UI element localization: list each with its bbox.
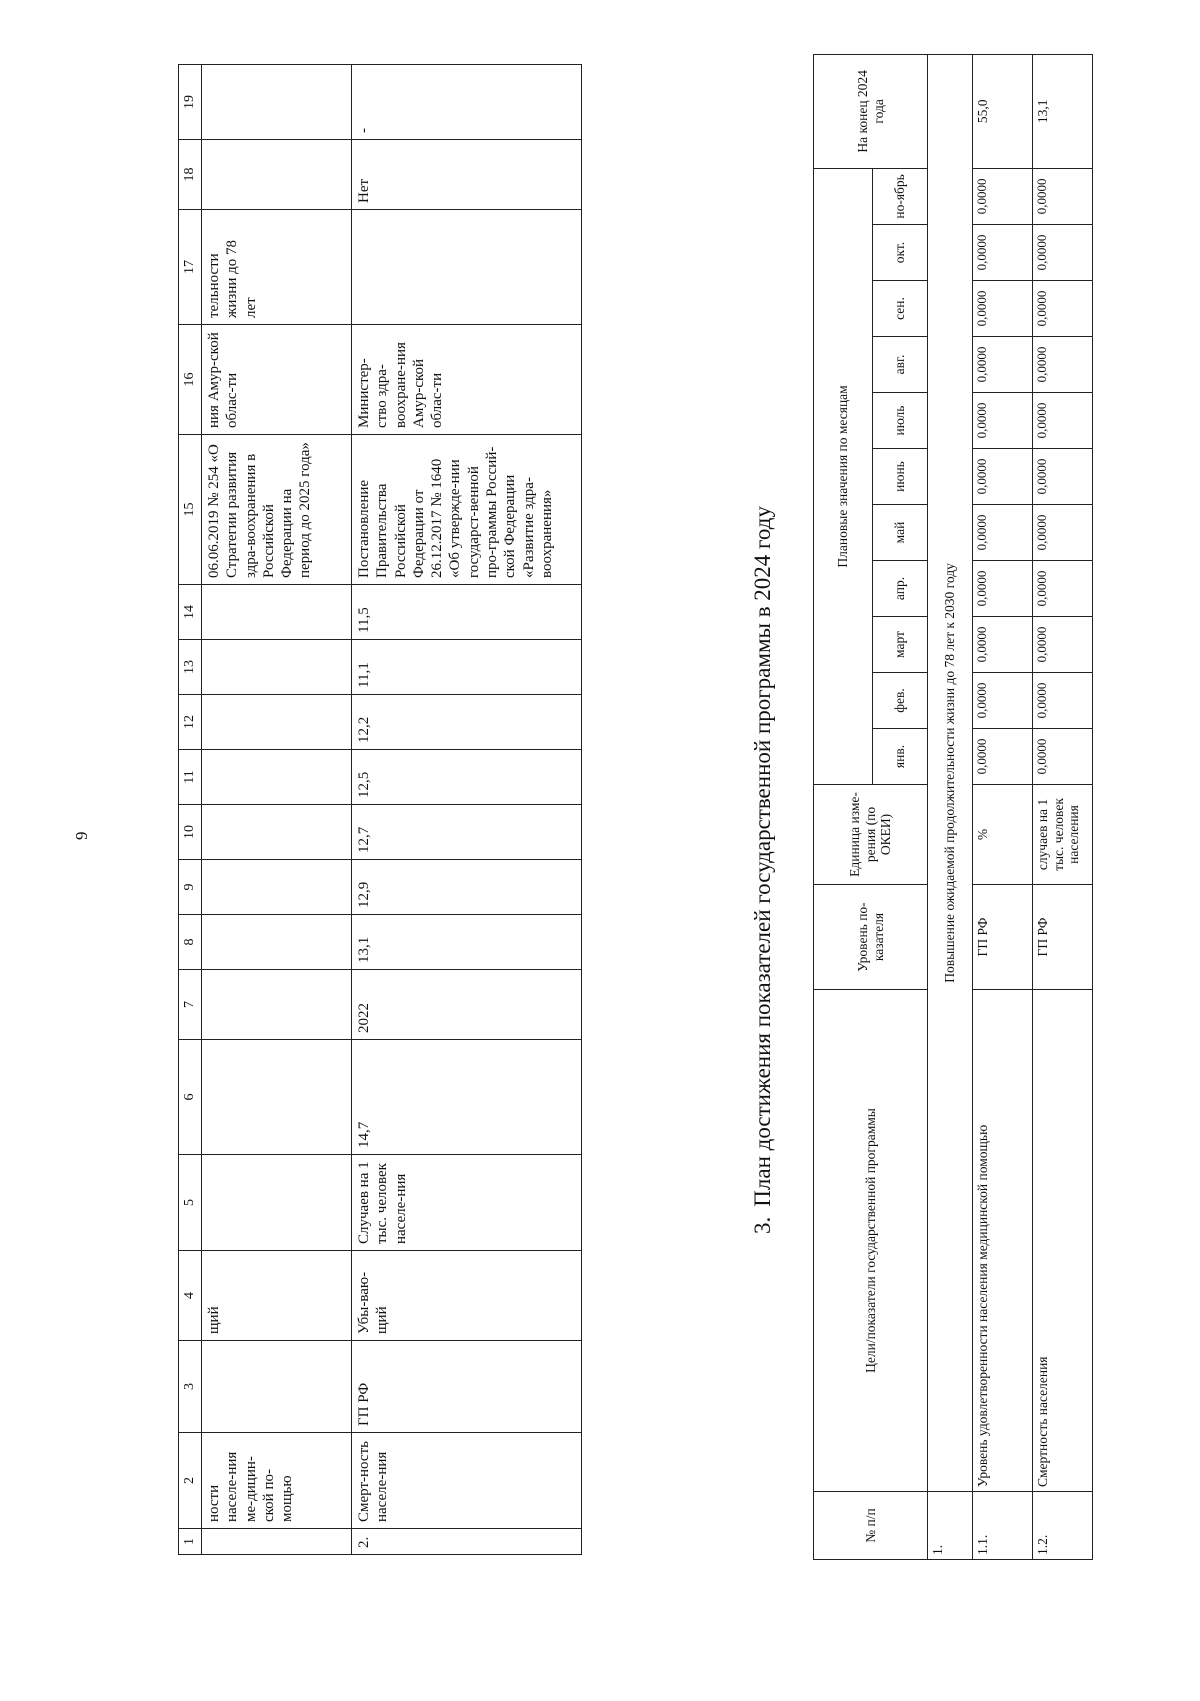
header-goal: Цели/показатели государственной программы [814,990,928,1492]
month-value: 0,0000 [973,673,1033,729]
month-value: 0,0000 [1033,673,1093,729]
header-unit: Единица изме-рения (по ОКЕИ) [814,785,928,885]
indicators-table-continued [178,95,718,1555]
month-value: 0,0000 [973,617,1033,673]
column-number: 8 [179,915,202,970]
table-cell: щий [202,1251,352,1341]
column-number: 12 [179,695,202,750]
table-cell [202,1155,352,1251]
month-value: 0,0000 [973,168,1033,224]
header-level: Уровень по-казателя [814,885,928,990]
month-value: 0,0000 [973,281,1033,337]
month-header: янв. [873,729,928,785]
table-cell: - [352,65,582,140]
row-unit: случаев на 1 тыс. человек населения [1033,785,1093,885]
indicators-table [178,64,582,1555]
table-cell: 11,5 [352,585,582,640]
month-value: 0,0000 [1033,281,1093,337]
month-header: сен. [873,281,928,337]
month-header: июль [873,393,928,449]
table-cell [202,695,352,750]
table-cell: Нет [352,140,582,210]
column-number: 11 [179,750,202,805]
table-row [352,65,582,1555]
table-row [202,65,352,1555]
month-header: окт. [873,225,928,281]
month-value: 0,0000 [1033,168,1093,224]
table-cell: 12,7 [352,805,582,860]
month-header: май [873,505,928,561]
table-cell: Случаев на 1 тыс. человек населе-ния [352,1155,582,1251]
month-value: 0,0000 [973,729,1033,785]
month-value: 0,0000 [1033,337,1093,393]
header-end-of-year: На конец 2024 года [814,54,928,168]
column-number: 19 [179,65,202,140]
table-cell: 12,9 [352,860,582,915]
row-name: Уровень удовлетворенности населения медицинской помощью [973,990,1033,1492]
section-number: 3. [750,1216,775,1234]
column-number: 16 [179,325,202,435]
header-num: № п/п [814,1492,928,1560]
column-numbers-row [179,65,202,1555]
month-value: 0,0000 [973,505,1033,561]
month-value: 0,0000 [1033,561,1093,617]
table-cell: ГП РФ [352,1341,582,1433]
table-cell: Убы-ваю-щий [352,1251,582,1341]
month-value: 0,0000 [1033,505,1093,561]
row-end-value: 55,0 [973,54,1033,168]
month-header: апр. [873,561,928,617]
column-number: 9 [179,860,202,915]
page-number: 9 [72,831,91,840]
table-cell: 12,5 [352,750,582,805]
month-value: 0,0000 [1033,449,1093,505]
section-row-text: Повышение ожидаемой продолжительности жизни до 78 лет к 2030 году [928,54,973,1491]
table-row [973,54,1033,1559]
section-row-num: 1. [928,1492,973,1560]
row-end-value: 13,1 [1033,54,1093,168]
table-cell: 2022 [352,970,582,1040]
column-number: 10 [179,805,202,860]
table-row [1033,54,1093,1559]
month-value: 0,0000 [973,337,1033,393]
column-number: 13 [179,640,202,695]
column-number: 17 [179,210,202,325]
column-number: 6 [179,1040,202,1155]
plan-table [813,55,1083,1560]
table-cell [202,1040,352,1155]
table-cell [202,805,352,860]
table-cell: 14,7 [352,1040,582,1155]
column-number: 2 [179,1433,202,1529]
table-cell [202,750,352,805]
table-cell: 2. [352,1529,582,1555]
month-value: 0,0000 [973,561,1033,617]
month-value: 0,0000 [1033,225,1093,281]
column-number: 4 [179,1251,202,1341]
table-cell [202,585,352,640]
month-value: 0,0000 [1033,393,1093,449]
month-value: 0,0000 [973,225,1033,281]
table-cell [202,1341,352,1433]
column-number: 7 [179,970,202,1040]
table-cell: 13,1 [352,915,582,970]
table-cell: 06.06.2019 № 254 «О Стратегии развития здра-воохранения в Российской Федерации на период до 2025 года» [202,435,352,585]
month-header: авг. [873,337,928,393]
table-cell: ния Амур-ской облас-ти [202,325,352,435]
table-cell: Смерт-ность населе-ния [352,1433,582,1529]
section-heading [750,180,776,1560]
month-header: фев. [873,673,928,729]
month-header: март [873,617,928,673]
month-header: но-ябрь [873,168,928,224]
table-cell: Постановление Правительства Российской Федерации от 26.12.2017 № 1640 «Об утвержде-нии государст-венной про-граммы Россий-ской Федерации «Развитие здра-воохранения» [352,435,582,585]
table-cell: тельности жизни до 78 лет [202,210,352,325]
column-number: 1 [179,1529,202,1555]
table-cell: 11,1 [352,640,582,695]
table-cell [202,65,352,140]
column-number: 15 [179,435,202,585]
column-number: 5 [179,1155,202,1251]
table-cell [202,970,352,1040]
month-value: 0,0000 [973,449,1033,505]
row-level: ГП РФ [1033,885,1093,990]
row-num: 1.2. [1033,1492,1093,1560]
table-cell [202,1529,352,1555]
column-number: 14 [179,585,202,640]
table-cell [352,210,582,325]
table-cell: Министер-ство здра-воохране-ния Амур-ской облас-ти [352,325,582,435]
section-title: План достижения показателей государственной программы в 2024 году [750,506,775,1207]
table-cell [202,860,352,915]
month-header: июнь [873,449,928,505]
table-cell [202,915,352,970]
column-number: 3 [179,1341,202,1433]
row-name: Смертность населения [1033,990,1093,1492]
month-value: 0,0000 [1033,617,1093,673]
row-num: 1.1. [973,1492,1033,1560]
table-cell: ности населе-ния ме-дицин-ской по-мощью [202,1433,352,1529]
row-level: ГП РФ [973,885,1033,990]
row-unit: % [973,785,1033,885]
month-value: 0,0000 [973,393,1033,449]
table-cell [202,140,352,210]
table-cell [202,640,352,695]
table-cell: 12,2 [352,695,582,750]
column-number: 18 [179,140,202,210]
month-value: 0,0000 [1033,729,1093,785]
header-planned: Плановые значения по месяцам [814,168,873,784]
